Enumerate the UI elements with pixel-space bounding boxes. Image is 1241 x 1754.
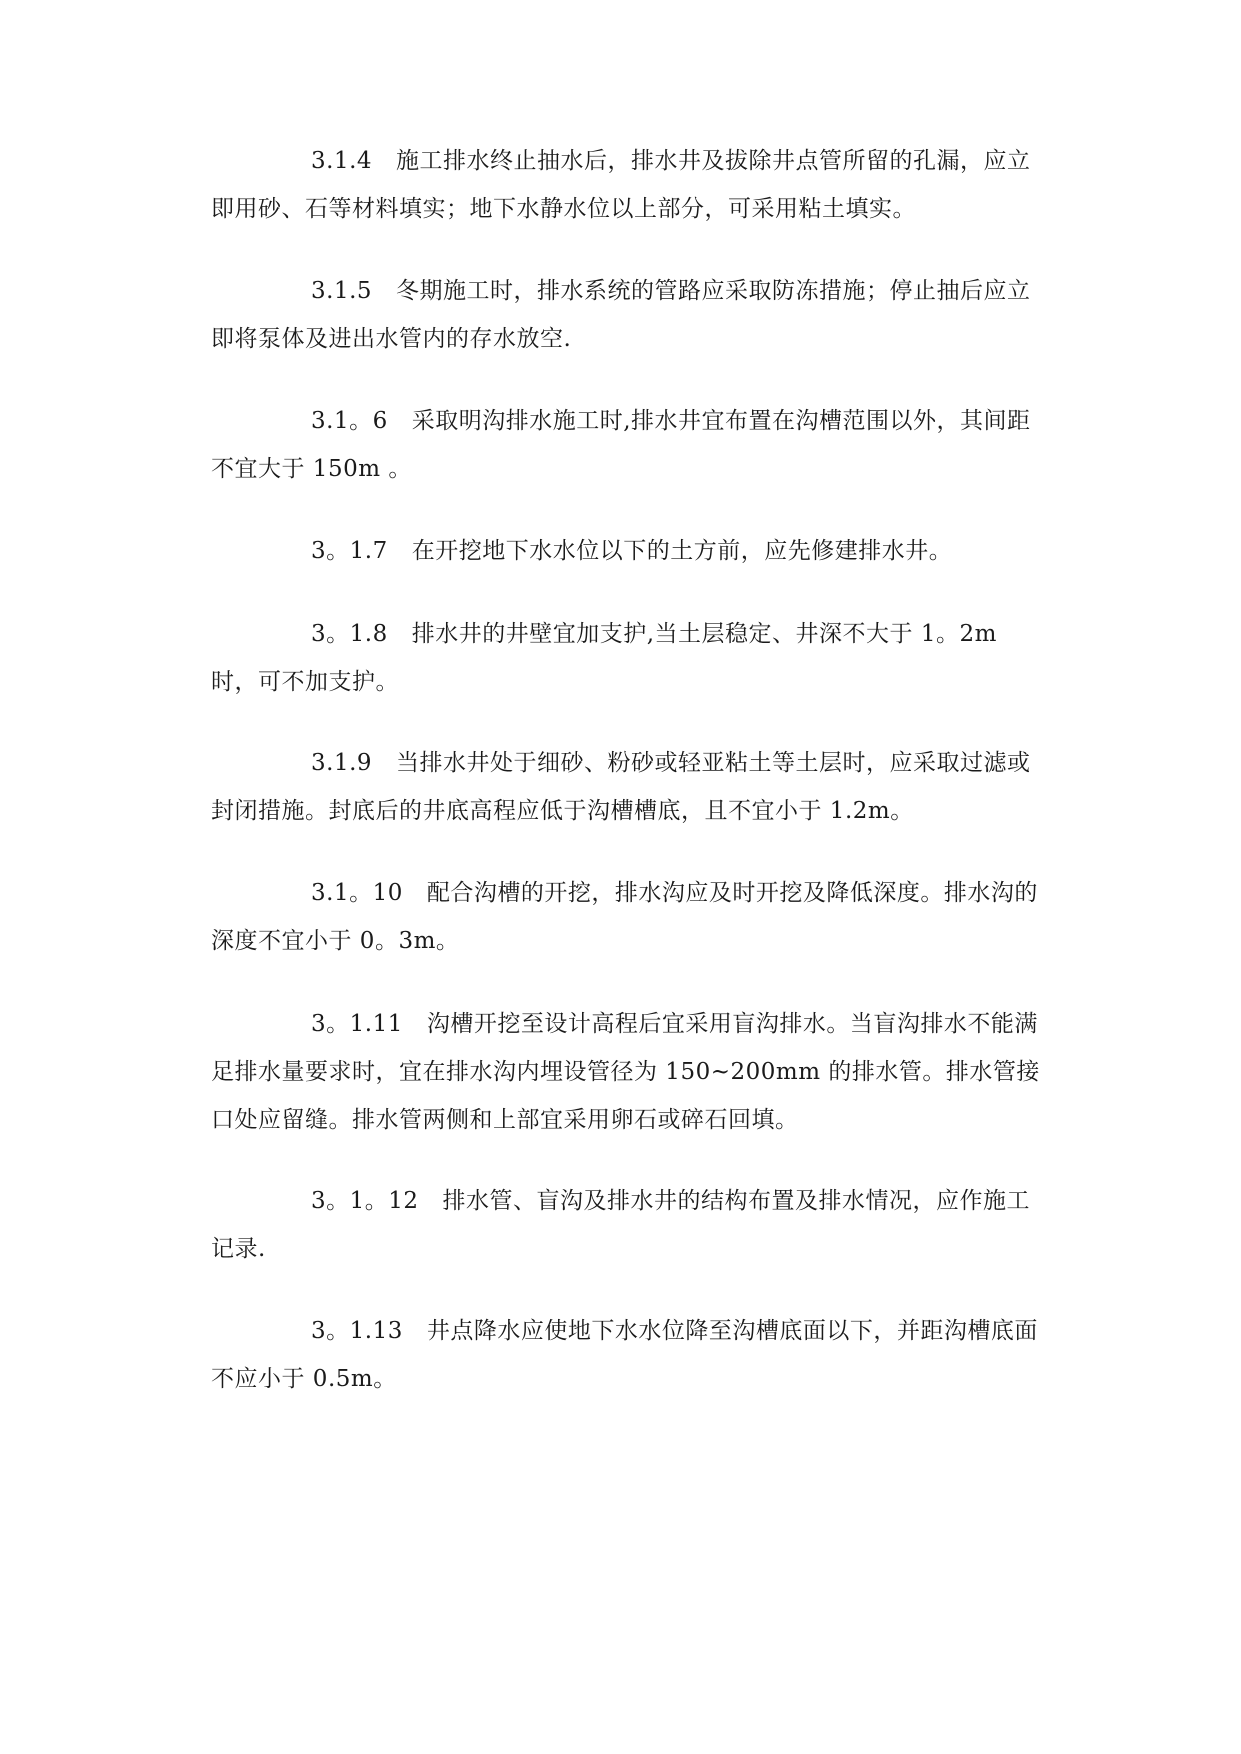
clause-text: 当排水井处于细砂、粉砂或轻亚粘土等土层时，应采取过滤或封闭措施。封底后的井底高程应低于沟槽槽底，且不宜小于 1.2m。: [211, 750, 1031, 824]
clause-3-1-6: [211, 397, 1041, 493]
clause-3-1-5: [211, 267, 1041, 363]
clause-3-1-12: [211, 1177, 1041, 1273]
clause-text: 施工排水终止抽水后，排水井及拔除井点管所留的孔漏，应立即用砂、石等材料填实；地下水静水位以上部分，可采用粘土填实。: [211, 148, 1031, 222]
clause-text: 井点降水应使地下水水位降至沟槽底面以下，并距沟槽底面不应小于 0.5m。: [211, 1318, 1038, 1392]
clause-3-1-9: [211, 739, 1041, 835]
clause-text: 排水管、盲沟及排水井的结构布置及排水情况，应作施工记录.: [211, 1188, 1031, 1262]
clause-number: 3。1.7: [311, 538, 388, 564]
clause-text: 沟槽开挖至设计高程后宜采用盲沟排水。当盲沟排水不能满足排水量要求时，宜在排水沟内埋设管径为 150~200mm 的排水管。排水管接口处应留缝。排水管两侧和上部宜采用卵石或碎石回填。: [211, 1011, 1040, 1133]
clause-number: 3。1。12: [311, 1188, 419, 1214]
clause-text: 排水井的井壁宜加支护,当土层稳定、井深不大于 1。2m 时，可不加支护。: [211, 621, 997, 695]
clause-number: 3.1。10: [311, 880, 403, 906]
clause-text: 在开挖地下水水位以下的土方前，应先修建排水井。: [411, 538, 953, 564]
clause-text: 冬期施工时，排水系统的管路应采取防冻措施；停止抽后应立即将泵体及进出水管内的存水放空.: [211, 278, 1031, 352]
clause-3-1-10: [211, 869, 1041, 965]
clause-number: 3.1。6: [311, 408, 388, 434]
clause-number: 3.1.5: [311, 278, 373, 304]
clause-text: 采取明沟排水施工时,排水井宜布置在沟槽范围以外，其间距不宜大于 150m 。: [211, 408, 1031, 482]
clause-3-1-11: [211, 1000, 1041, 1144]
clause-3-1-7: [211, 527, 1041, 575]
clause-number: 3.1.9: [311, 750, 373, 776]
clause-number: 3。1.13: [311, 1318, 403, 1344]
clause-3-1-13: [211, 1307, 1041, 1403]
clause-text: 配合沟槽的开挖，排水沟应及时开挖及降低深度。排水沟的深度不宜小于 0。3m。: [211, 880, 1038, 954]
clause-number: 3。1.8: [311, 621, 388, 647]
clause-3-1-4: [211, 137, 1041, 233]
clause-3-1-8: [211, 610, 1041, 706]
clause-number: 3.1.4: [311, 148, 373, 174]
clause-number: 3。1.11: [311, 1011, 403, 1037]
